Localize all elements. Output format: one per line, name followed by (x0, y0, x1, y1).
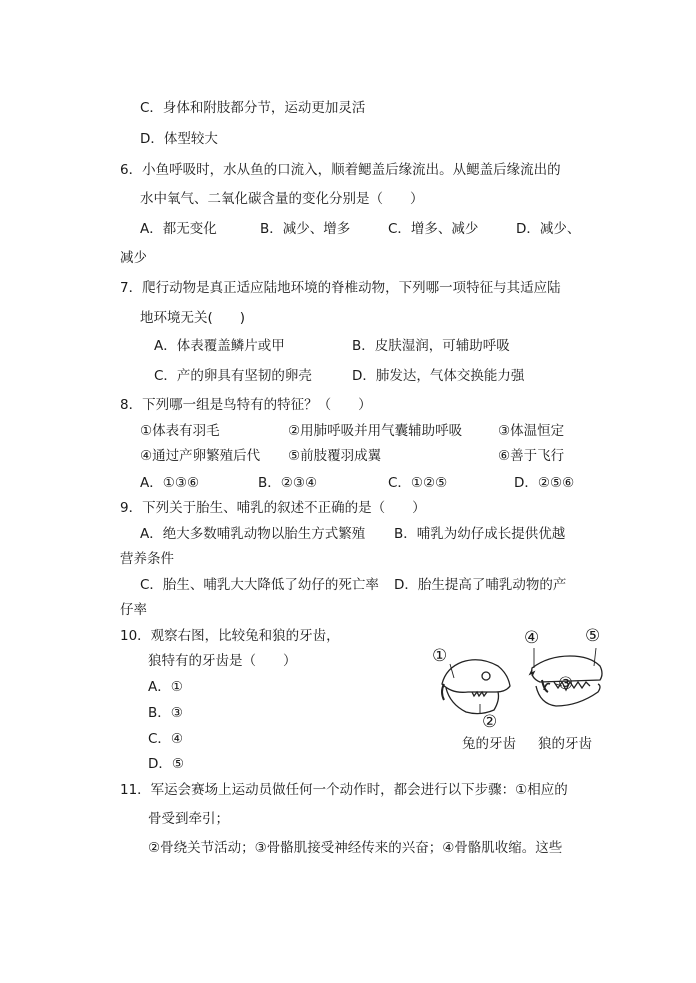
wolf-canine-lower (544, 684, 550, 690)
q8-stem: 8．下列哪一组是鸟特有的特征？（ ） (120, 397, 372, 413)
q11-stem-line-3: ②骨绕关节活动；③骨骼肌接受神经传来的兴奋；④骨骼肌收缩。这些 (148, 840, 563, 856)
wolf-incisors (530, 670, 534, 676)
figure-label-5: ⑤ (585, 626, 601, 646)
q11-stem-line-2: 骨受到牵引； (148, 811, 229, 827)
q9-option-c: C．胎生、哺乳大大降低了幼仔的死亡率 (140, 577, 379, 593)
q9-stem: 9．下列关于胎生、哺乳的叙述不正确的是（ ） (120, 500, 426, 516)
q9-option-b: B．哺乳为幼仔成长提供优越 (394, 526, 566, 542)
figure-label-1: ① (432, 646, 448, 666)
q10-stem-line-1: 10．观察右图，比较兔和狼的牙齿， (120, 628, 340, 644)
q11-stem-line-1: 11．军运会赛场上运动员做任何一个动作时，都会进行以下步骤：①相应的 (120, 782, 568, 798)
caption-wolf-teeth: 狼的牙齿 (538, 736, 592, 752)
q6-option-c: C．增多、减少 (388, 221, 479, 237)
q6-stem-line-1: 6．小鱼呼吸时，水从鱼的口流入，顺着鳃盖后缘流出。从鳃盖后缘流出的 (120, 162, 561, 178)
q7-stem-line-1: 7．爬行动物是真正适应陆地环境的脊椎动物，下列哪一项特征与其适应陆 (120, 280, 561, 296)
q8-feature-3: ③体温恒定 (498, 423, 565, 439)
q10-stem-line-2: 狼特有的牙齿是（ ） (148, 653, 297, 669)
q6-option-d: D．减少、 (516, 221, 581, 237)
q8-option-a: A．①③⑥ (140, 475, 200, 491)
teeth-figure (428, 626, 608, 756)
q9-option-d-continued: 仔率 (120, 602, 147, 618)
q10-option-a: A．① (148, 679, 183, 695)
q8-feature-5: ⑤前肢覆羽成翼 (288, 448, 382, 464)
q6-option-d-continued: 减少 (120, 250, 147, 266)
q5-option-c: C．身体和附肢都分节，运动更加灵活 (140, 100, 366, 116)
q9-option-a: A．绝大多数哺乳动物以胎生方式繁殖 (140, 526, 366, 542)
teeth-figure-drawing (428, 626, 608, 736)
q7-option-b: B．皮肤湿润，可辅助呼吸 (352, 338, 510, 354)
q7-option-c: C．产的卵具有坚韧的卵壳 (154, 368, 312, 384)
leader-5 (594, 648, 596, 666)
q10-option-d: D．⑤ (148, 756, 184, 772)
q8-feature-1: ①体表有羽毛 (140, 423, 220, 439)
q7-option-d: D．肺发达，气体交换能力强 (352, 368, 525, 384)
q7-option-a: A．体表覆盖鳞片或甲 (154, 338, 285, 354)
q8-option-d: D．②⑤⑥ (514, 475, 575, 491)
figure-label-2: ② (482, 712, 498, 732)
rabbit-eye-socket (482, 672, 490, 680)
q6-stem-line-2: 水中氧气、二氧化碳含量的变化分别是（ ） (140, 191, 424, 207)
q8-feature-4: ④通过产卵繁殖后代 (140, 448, 261, 464)
q5-option-d: D．体型较大 (140, 131, 218, 147)
q9-option-b-continued: 营养条件 (120, 551, 174, 567)
q9-option-d: D．胎生提高了哺乳动物的产 (394, 577, 567, 593)
q10-option-c: C．④ (148, 731, 184, 747)
rabbit-incisor (442, 684, 444, 700)
rabbit-skull (442, 660, 510, 693)
q10-option-b: B．③ (148, 705, 183, 721)
q8-feature-6: ⑥善于飞行 (498, 448, 565, 464)
q8-option-c: C．①②⑤ (388, 475, 448, 491)
q8-option-b: B．②③④ (258, 475, 318, 491)
q7-stem-line-2: 地环境无关( ) (140, 310, 246, 326)
figure-label-4: ④ (524, 628, 540, 648)
figure-label-3: ③ (558, 674, 574, 694)
q6-option-a: A．都无变化 (140, 221, 217, 237)
q6-option-b: B．减少、增多 (260, 221, 351, 237)
caption-rabbit-teeth: 兔的牙齿 (462, 736, 516, 752)
q8-feature-2: ②用肺呼吸并用气囊辅助呼吸 (288, 423, 463, 439)
